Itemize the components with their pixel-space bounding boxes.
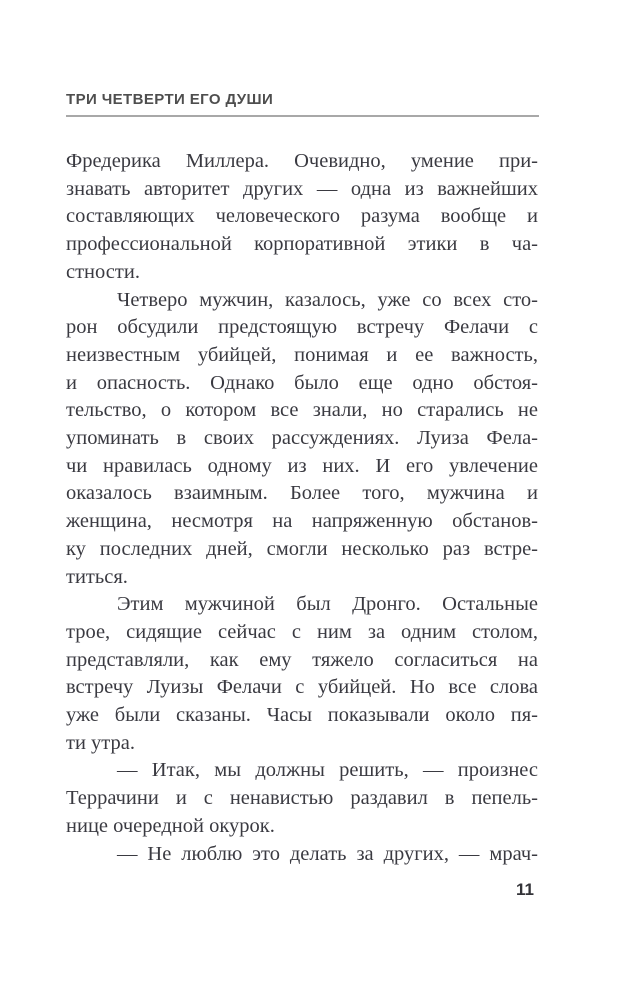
body-text xyxy=(66,148,538,868)
text-line: Террачини и с ненавистью раздавил в пепель- xyxy=(66,787,538,810)
text-line: — Итак, мы должны решить, — произнес xyxy=(117,759,538,782)
text-line: составляющих человеческого разума вообще и xyxy=(66,205,538,228)
text-line: представляли, как ему тяжело согласиться на xyxy=(66,648,538,671)
paragraph xyxy=(66,841,538,869)
text-line: рон обсудили предстоящую встречу Фелачи с xyxy=(66,316,538,339)
paragraph xyxy=(66,148,538,287)
text-line: и опасность. Однако было еще одно обстоя- xyxy=(66,371,538,394)
text-line: неизвестным убийцей, понимая и ее важность, xyxy=(66,343,538,366)
text-line: стности. xyxy=(66,260,140,283)
header-rule xyxy=(66,115,539,117)
text-line: Этим мужчиной был Дронго. Остальные xyxy=(117,593,538,616)
text-line: профессиональной корпоративной этики в ча- xyxy=(66,233,538,256)
text-line: знавать авторитет других — одна из важнейших xyxy=(66,177,538,200)
text-line: тельство, о котором все знали, но старались не xyxy=(66,399,538,422)
text-line: — Не люблю это делать за других, — мрач- xyxy=(117,842,538,865)
text-line: встречу Луизы Фелачи с убийцей. Но все слова xyxy=(66,676,538,699)
text-line: упоминать в своих рассуждениях. Луиза Фела- xyxy=(66,427,538,450)
text-line: оказалось взаимным. Более того, мужчина и xyxy=(66,482,538,505)
paragraph xyxy=(66,287,538,592)
running-header: ТРИ ЧЕТВЕРТИ ЕГО ДУШИ xyxy=(66,91,274,108)
text-line: чи нравилась одному из них. И его увлечение xyxy=(66,454,538,477)
text-line: Фредерика Миллера. Очевидно, умение при- xyxy=(66,150,538,172)
paragraph xyxy=(66,591,538,757)
page-number: 11 xyxy=(516,880,534,899)
paragraph xyxy=(66,757,538,840)
text-line: нице очередной окурок. xyxy=(66,814,275,837)
text-line: Четверо мужчин, казалось, уже со всех сто- xyxy=(117,288,538,311)
text-line: ку последних дней, смогли несколько раз встре- xyxy=(66,537,538,560)
text-line: трое, сидящие сейчас с ним за одним столом, xyxy=(66,620,538,643)
text-line: титься. xyxy=(66,565,128,588)
text-line: ти утра. xyxy=(66,731,135,754)
text-line: уже были сказаны. Часы показывали около пя- xyxy=(66,704,538,727)
text-line: женщина, несмотря на напряженную обстанов- xyxy=(66,510,538,533)
